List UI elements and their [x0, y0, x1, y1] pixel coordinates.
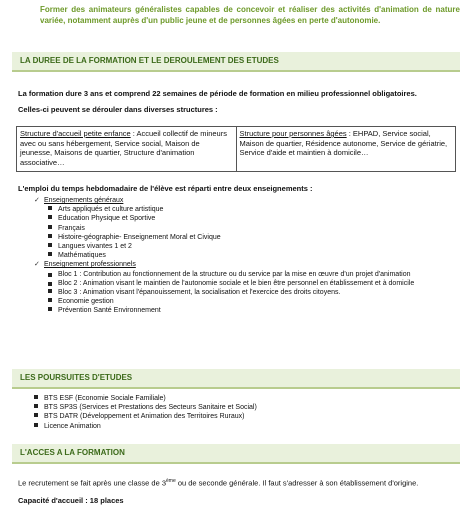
- structure-cell-childhood: [17, 127, 236, 171]
- square-bullet-icon: [48, 252, 52, 256]
- list-item: Economie gestion: [34, 297, 454, 306]
- list-item: ✓ Enseignement professionnels: [34, 261, 136, 269]
- list-item: BTS SP3S (Services et Prestations des Secteurs Sanitaire et Social): [34, 403, 257, 412]
- duration-text: La formation dure 3 ans et comprend 22 semaines de période de formation en milieu professionnel obligatoires.: [18, 89, 417, 98]
- square-bullet-icon: [48, 307, 52, 311]
- square-bullet-icon: [48, 234, 52, 238]
- list-item: Bloc 2 : Animation visant le maintien de l'autonomie sociale et le bien être personnel en établissement et à domicile: [34, 279, 454, 288]
- list-item: Arts appliqués et culture artistique: [34, 205, 454, 214]
- list-item: Français: [34, 224, 454, 233]
- list-item: Bloc 1 : Contribution au fonctionnement de la structure ou du service par la mise en œuvre d'un projet d'animation: [34, 270, 454, 279]
- structures-intro: Celles-ci peuvent se dérouler dans diverses structures :: [18, 105, 218, 114]
- list-item: BTS DATR (Développement et Animation des Territoires Ruraux): [34, 412, 257, 421]
- further-studies-list: [34, 394, 257, 431]
- list-item: Licence Animation: [34, 422, 257, 431]
- structure-cell-elderly: [236, 127, 456, 171]
- square-bullet-icon: [34, 423, 38, 427]
- list-item: Mathématiques: [34, 251, 454, 260]
- section-banner-access: [12, 444, 460, 464]
- list-item: BTS ESF (Economie Sociale Familiale): [34, 394, 257, 403]
- recruitment-text: Le recrutement se fait après une classe de 3ème ou de seconde générale. Il faut s'adresser à son établissement d'origine.: [18, 478, 419, 488]
- list-item: Bloc 3 : Animation visant l'épanouissement, la socialisation et l'exercice des droits citoyens.: [34, 288, 454, 297]
- section-banner-duration: [12, 52, 460, 72]
- check-icon: ✓: [34, 197, 40, 204]
- structure-text: : EHPAD, Service social, Maison de quartier, Résidence autonome, Service de gériatrie, Service d'aide et maintien à domicile…: [239, 129, 448, 157]
- check-icon: ✓: [34, 261, 40, 269]
- square-bullet-icon: [48, 298, 52, 302]
- square-bullet-icon: [48, 273, 52, 277]
- section-title: LES POURSUITES D'ETUDES: [20, 373, 133, 382]
- schedule-intro: L'emploi du temps hebdomadaire de l'élève est réparti entre deux enseignements :: [18, 184, 313, 193]
- list-item: ✓ Enseignements généraux: [34, 197, 124, 204]
- structure-title: Structure pour personnes âgées: [239, 129, 347, 138]
- section-title: LA DUREE DE LA FORMATION ET LE DEROULEMENT DES ETUDES: [20, 56, 279, 65]
- list-item: Histoire-géographie- Enseignement Moral et Civique: [34, 233, 454, 242]
- capacity-text: Capacité d'accueil : 18 places: [18, 496, 124, 505]
- square-bullet-icon: [34, 395, 38, 399]
- intro-text: Former des animateurs généralistes capables de concevoir et réaliser des activités d'animation de nature variée, notamment auprès d'un public jeune et de personnes âgées en perte d'autonomie.: [40, 5, 460, 25]
- square-bullet-icon: [48, 206, 52, 210]
- square-bullet-icon: [34, 413, 38, 417]
- structure-text: : Accueil collectif de mineurs avec ou sans hébergement, Service social, Maison de jeunesse, Maisons de quartier, Structure d'animation associative…: [20, 129, 227, 167]
- structure-title: Structure d'accueil petite enfance: [20, 129, 131, 138]
- square-bullet-icon: [34, 404, 38, 408]
- section-title: L'ACCES A LA FORMATION: [20, 448, 125, 457]
- square-bullet-icon: [48, 215, 52, 219]
- list-item: Education Physique et Sportive: [34, 214, 454, 223]
- teaching-list: [34, 196, 454, 316]
- structures-table: [16, 126, 456, 172]
- list-item: Langues vivantes 1 et 2: [34, 242, 454, 251]
- square-bullet-icon: [48, 243, 52, 247]
- section-banner-further-studies: [12, 369, 460, 389]
- square-bullet-icon: [48, 282, 52, 286]
- square-bullet-icon: [48, 225, 52, 229]
- square-bullet-icon: [48, 289, 52, 293]
- list-item: Prévention Santé Environnement: [34, 306, 454, 315]
